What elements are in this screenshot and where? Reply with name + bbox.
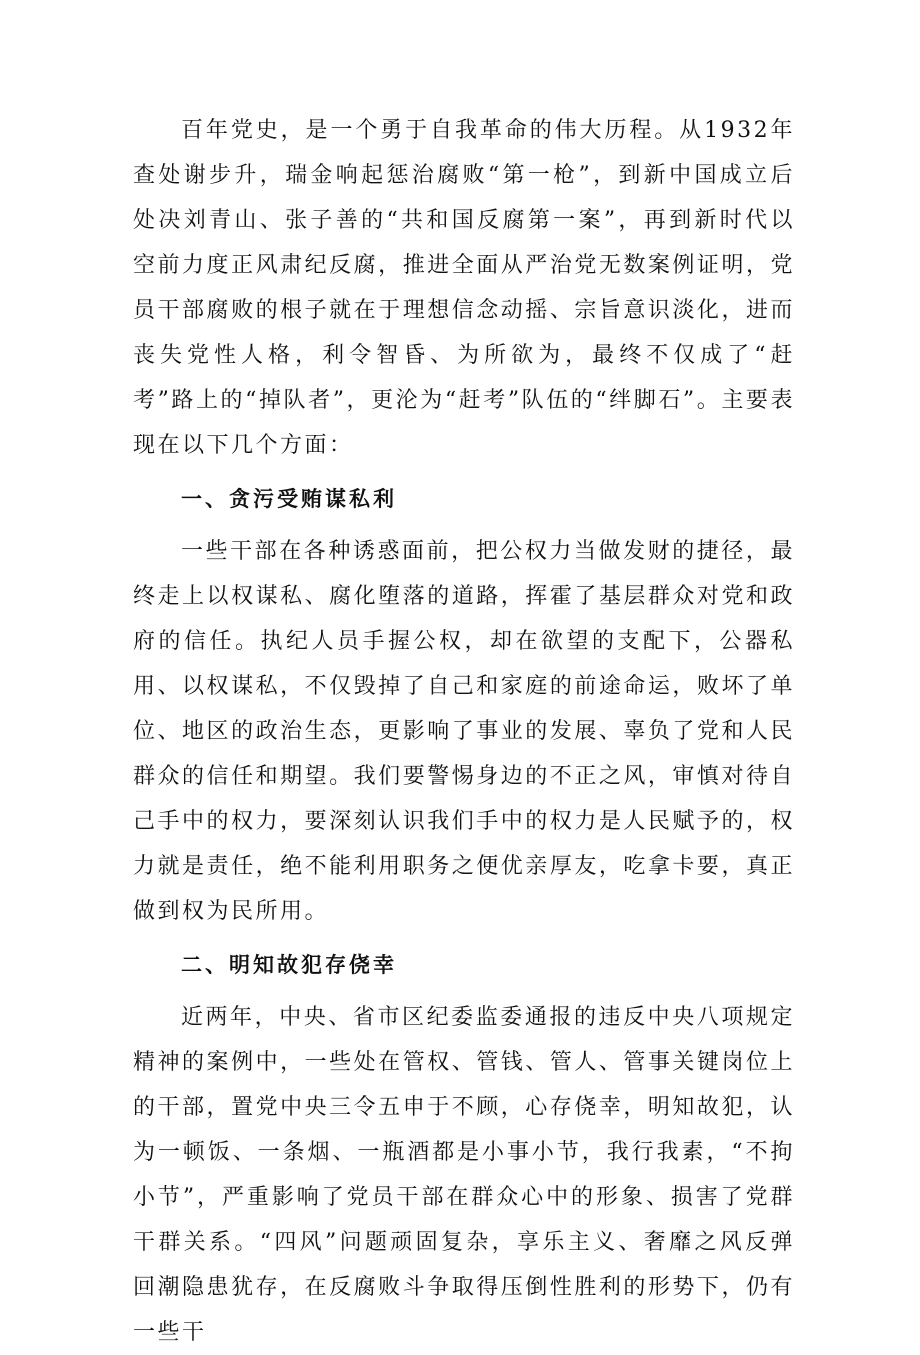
paragraph-section-1: 一些干部在各种诱惑面前，把公权力当做发财的捷径，最终走上以权谋私、腐化堕落的道路，挥霍了基层群众对党和政府的信任。执纪人员手握公权，却在欲望的支配下，公器私用、以权谋私，不仅毁掉了自己和家庭的前途命运，败坏了单位、地区的政治生态，更影响了事业的发展、辜负了党和人民群众的信任和期望。我们要警惕身边的不正之风，审慎对待自己手中的权力，要深刻认识我们手中的权力是人民赋予的，权力就是责任，绝不能利用职务之便优亲厚友，吃拿卡要，真正做到权为民所用。	[133, 539, 795, 924]
section-heading-1: 一、贪污受贿谋私利	[181, 486, 397, 511]
paragraph-intro: 百年党史，是一个勇于自我革命的伟大历程。从1932年查处谢步升，瑞金响起惩治腐败“第一枪”，到新中国成立后处决刘青山、张子善的“共和国反腐第一案”，再到新时代以空前力度正风肃纪反腐，推进全面从严治党无数案例证明，党员干部腐败的根子就在于理想信念动摇、宗旨意识淡化，进而丧失党性人格，利令智昏、为所欲为，最终不仅成了“赶考”路上的“掉队者”，更沦为“赶考”队伍的“绊脚石”。主要表现在以下几个方面：	[133, 118, 795, 458]
section-heading-2: 二、明知故犯存侥幸	[181, 952, 397, 977]
paragraph-section-2: 近两年，中央、省市区纪委监委通报的违反中央八项规定精神的案例中，一些处在管权、管钱、管人、管事关键岗位上的干部，置党中央三令五申于不顾，心存侥幸，明知故犯，认为一顿饭、一条烟、一瓶酒都是小事小节，我行我素，“不拘小节”，严重影响了党员干部在群众心中的形象、损害了党群干群关系。“四风”问题顽固复杂，享乐主义、奢靡之风反弹回潮隐患犹存，在反腐败斗争取得压倒性胜利的形势下，仍有一些干	[133, 1005, 795, 1345]
document-body	[133, 108, 795, 1355]
